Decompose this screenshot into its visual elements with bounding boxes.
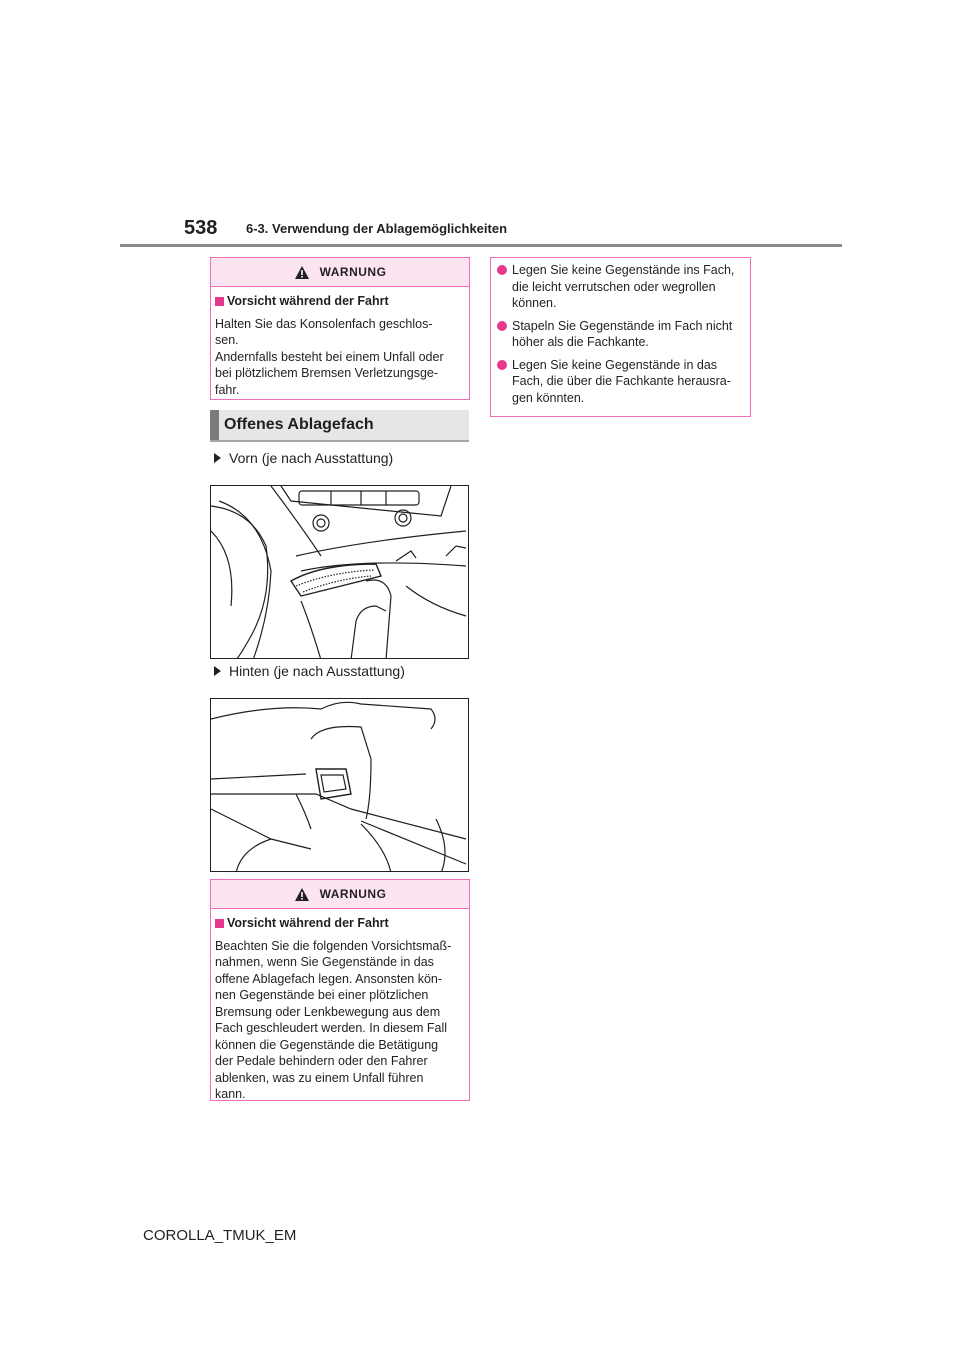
warning-text: Halten Sie das Konsolenfach geschlos- sen. Andernfalls besteht bei einem Unfall oder bei plötzlichem Bremsen Verletzungsge- fahr.	[215, 316, 444, 397]
caption-arrow-icon	[214, 453, 221, 463]
warning-subheading: Vorsicht während der Fahrt	[215, 293, 464, 310]
heading-bar	[210, 410, 219, 440]
header-rule	[120, 244, 842, 247]
page-number: 538	[184, 217, 218, 239]
warning-label: WARNUNG	[319, 265, 387, 279]
warning-box-console	[210, 257, 470, 400]
warning-box-open-tray	[210, 879, 470, 1101]
warning-subheading: Vorsicht während der Fahrt	[215, 915, 464, 932]
warning-text: Beachten Sie die folgenden Vorsichtsmaß- nahmen, wenn Sie Gegenstände in das offene Ablagefach legen. Ansonsten kön- nen Gegenstände bei einer plötzlichen Bremsung oder Lenkbewegung aus dem Fach geschleudert werden. In diesem Fall können die Gegenstände die Betätigung der Pedale behindern oder den Fahrer ablenken, was zu einem Unfall führen kann.	[215, 938, 452, 1101]
section-title: 6-3. Verwendung der Ablagemöglichkeiten	[246, 221, 508, 236]
front-storage-illustration	[210, 485, 469, 659]
bullet-dot-icon	[497, 265, 507, 275]
square-bullet-icon	[215, 297, 224, 306]
square-bullet-icon	[215, 919, 224, 928]
list-item: Stapeln Sie Gegenstände im Fach nicht höher als die Fachkante.	[497, 318, 744, 351]
rear-storage-illustration	[210, 698, 469, 872]
list-item: Legen Sie keine Gegenstände in das Fach, die über die Fachkante herausra- gen könnten.	[497, 357, 744, 407]
warning-label: WARNUNG	[319, 887, 387, 901]
notice-box	[490, 257, 751, 417]
subsection-title: Offenes Ablagefach	[224, 416, 374, 433]
bullet-dot-icon	[497, 321, 507, 331]
bullet-dot-icon	[497, 360, 507, 370]
caption-arrow-icon	[214, 666, 221, 676]
caption-front: Vorn (je nach Ausstattung)	[214, 450, 393, 466]
warning-header	[211, 880, 469, 909]
warning-header	[211, 258, 469, 287]
subsection-heading	[210, 410, 469, 442]
list-item: Legen Sie keine Gegenstände ins Fach, die leicht verrutschen oder wegrollen können.	[497, 262, 744, 312]
caption-rear: Hinten (je nach Ausstattung)	[214, 663, 405, 679]
footer-model-code: COROLLA_TMUK_EM	[143, 1227, 297, 1244]
warning-triangle-icon	[294, 887, 310, 902]
warning-triangle-icon	[294, 265, 310, 280]
